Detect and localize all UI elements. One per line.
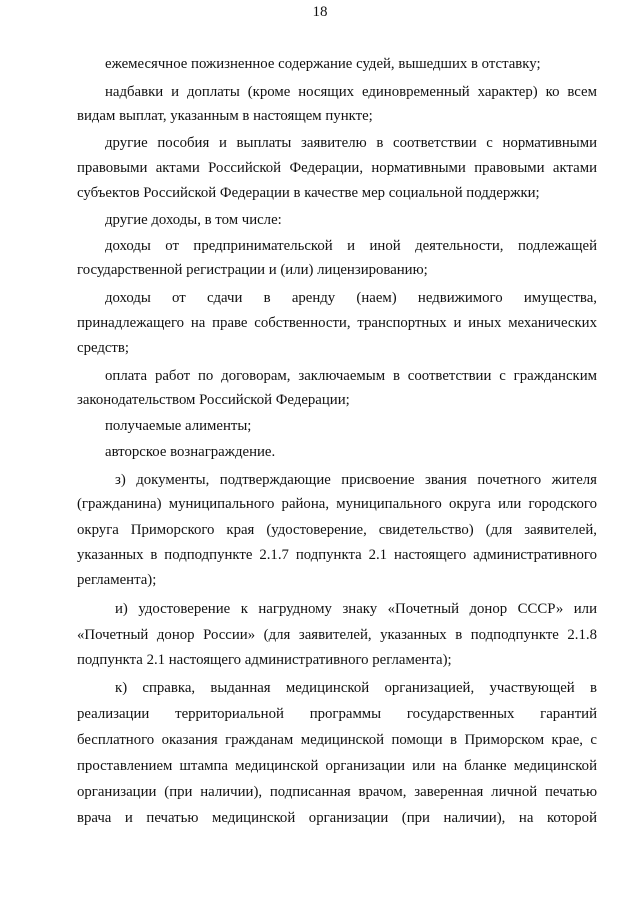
text-line: регламента); (77, 572, 157, 588)
text-line: з) документы, подтверждающие присвоение звания почетного жителя (115, 472, 597, 488)
text-line: законодательством Российской Федерации; (77, 392, 350, 408)
text-line: реализации территориальной программы государственных гарантий (77, 706, 597, 722)
text-line: оплата работ по договорам, заключаемым в соответствии с гражданским (105, 368, 597, 384)
text-line: доходы от сдачи в аренду (наем) недвижимого имущества, (105, 290, 597, 306)
text-line: и) удостоверение к нагрудному знаку «Почетный донор СССР» или (115, 601, 597, 617)
text-line: получаемые алименты; (105, 418, 252, 434)
text-line: правовыми актами Российской Федерации, нормативными правовыми актами (77, 160, 597, 176)
text-line: (гражданина) муниципального района, муниципального округа или городского (77, 496, 597, 512)
page-number: 18 (312, 4, 328, 20)
text-line: подпункта 2.1 настоящего административного регламента); (77, 652, 452, 668)
text-line: средств; (77, 340, 129, 356)
text-line: врача и печатью медицинской организации (при наличии), на которой (77, 810, 597, 826)
text-line: доходы от предпринимательской и иной деятельности, подлежащей (105, 238, 597, 254)
text-line: принадлежащего на праве собственности, транспортных и иных механических (77, 315, 597, 331)
text-line: надбавки и доплаты (кроме носящих единовременный характер) ко всем (105, 84, 597, 100)
text-line: авторское вознаграждение. (105, 444, 276, 460)
text-line: организации (при наличии), подписанная врачом, заверенная личной печатью (77, 784, 597, 800)
text-line: указанных в подподпункте 2.1.7 подпункта 2.1 настоящего административного (77, 547, 597, 563)
text-line: другие доходы, в том числе: (105, 212, 282, 228)
text-line: бесплатного оказания гражданам медицинской помощи в Приморском крае, с (77, 732, 597, 748)
text-line: округа Приморского края (удостоверение, свидетельство) (для заявителей, (77, 522, 597, 538)
text-line: субъектов Российской Федерации в качестве мер социальной поддержки; (77, 185, 540, 201)
text-line: проставлением штампа медицинской организации или на бланке медицинской (77, 758, 597, 774)
text-line: видам выплат, указанным в настоящем пункте; (77, 108, 373, 124)
text-line: «Почетный донор России» (для заявителей, указанных в подподпункте 2.1.8 (77, 627, 597, 643)
text-line: другие пособия и выплаты заявителю в соответствии с нормативными (105, 135, 597, 151)
text-line: к) справка, выданная медицинской организацией, участвующей в (115, 680, 597, 696)
text-line: государственной регистрации и (или) лицензированию; (77, 262, 428, 278)
text-line: ежемесячное пожизненное содержание судей, вышедших в отставку; (105, 56, 541, 72)
